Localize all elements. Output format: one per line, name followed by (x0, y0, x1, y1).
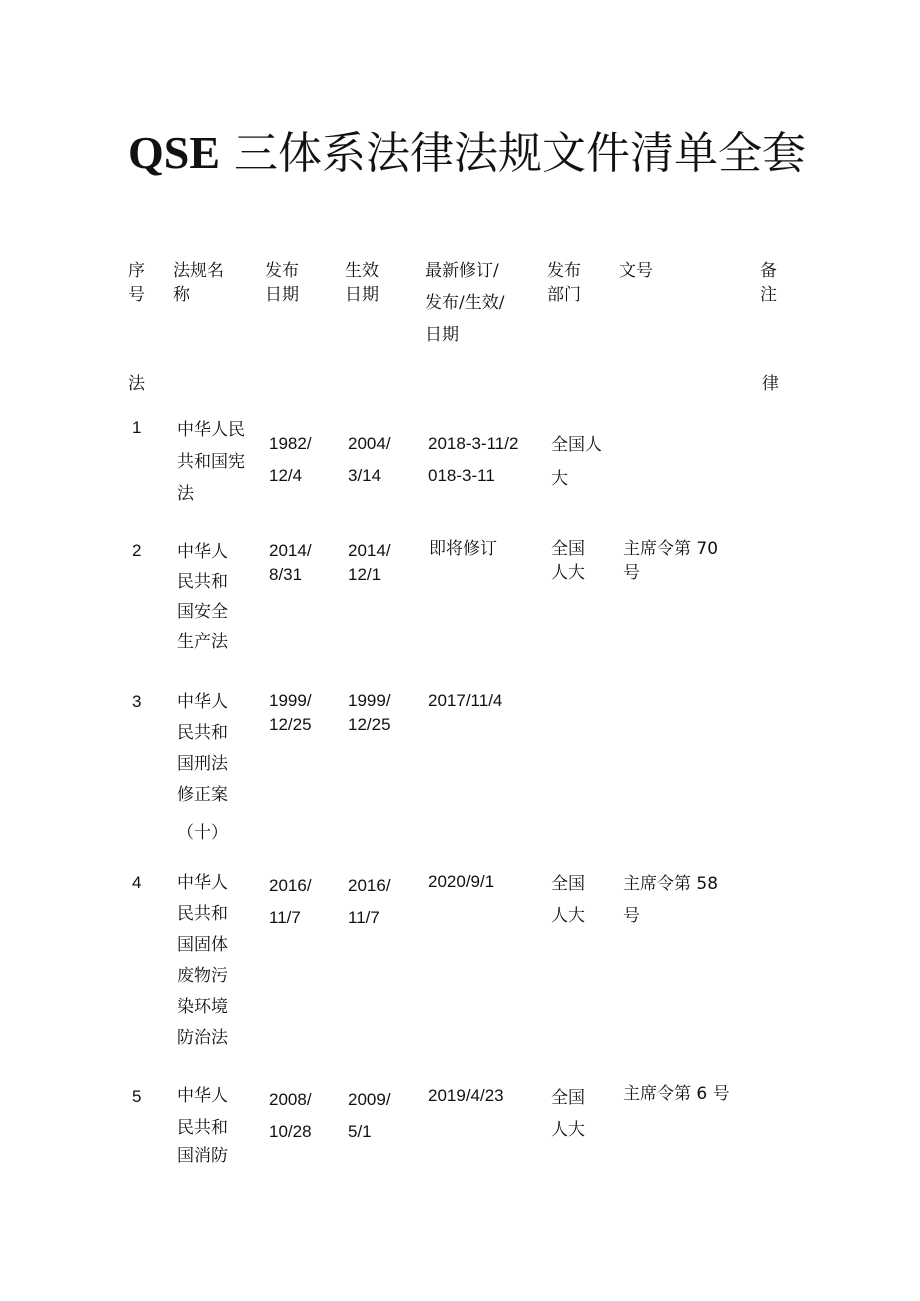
row-5-name: 中华人 民共和 国消防 (177, 1086, 228, 1166)
row-3-eff-date: 1999/ 12/25 (348, 691, 391, 734)
row-4-revision: 2020/9/1 (428, 872, 495, 891)
row-4-eff-date: 2016/ 11/7 (348, 876, 391, 927)
header-name: 法规名 称 (173, 261, 224, 305)
row-2-revision: 即将修订 (429, 539, 497, 559)
row-2-pub-date: 2014/ 8/31 (269, 541, 312, 584)
row-1-eff-date: 2004/ 3/14 (348, 434, 391, 485)
header-pub-date: 发布 日期 (265, 261, 299, 305)
header-docno: 文号 (619, 261, 653, 281)
row-5-pub-date: 2008/ 10/28 (269, 1090, 312, 1141)
row-1-dept: 全国人 大 (551, 435, 602, 489)
row-3-name: 中华人 民共和 国刑法 修正案 （十） (177, 692, 228, 843)
row-2-seq: 2 (132, 541, 142, 560)
row-3-seq: 3 (132, 692, 142, 711)
row-2-dept: 全国 人大 (551, 539, 585, 583)
title-rest: 三体系法律法规文件清单全套 (234, 128, 807, 179)
row-1-revision: 2018-3-11/2 018-3-11 (428, 434, 519, 485)
section-label-left: 法 (128, 374, 145, 394)
row-4-docno: 主席令第 58 号 (623, 874, 719, 926)
row-2-name: 中华人 民共和 国安全 生产法 (177, 542, 228, 652)
header-remark: 备 注 (760, 261, 777, 305)
row-2-docno: 主席令第 70 号 (623, 539, 719, 583)
row-5-seq: 5 (132, 1087, 142, 1106)
row-4-pub-date: 2016/ 11/7 (269, 876, 312, 927)
row-3-pub-date: 1999/ 12/25 (269, 691, 312, 734)
row-5-docno: 主席令第 6 号 (623, 1084, 730, 1104)
row-5-revision: 2019/4/23 (428, 1086, 504, 1105)
row-1-seq: 1 (132, 418, 142, 437)
header-dept: 发布 部门 (547, 261, 581, 305)
row-4-name: 中华人 民共和 国固体 废物污 染环境 防治法 (177, 873, 228, 1048)
row-2-eff-date: 2014/ 12/1 (348, 541, 391, 584)
row-5-dept: 全国 人大 (551, 1088, 585, 1140)
section-label-right: 律 (762, 374, 779, 394)
row-1-name: 中华人民 共和国宪 法 (177, 420, 245, 504)
document-title (128, 128, 806, 179)
header-revision: 最新修订/ 发布/生效/ 日期 (425, 261, 505, 345)
title-latin: QSE (128, 127, 221, 178)
row-1-pub-date: 1982/ 12/4 (269, 434, 312, 485)
row-5-eff-date: 2009/ 5/1 (348, 1090, 391, 1141)
row-4-seq: 4 (132, 873, 142, 892)
header-eff-date: 生效 日期 (345, 261, 379, 305)
row-4-dept: 全国 人大 (551, 874, 585, 926)
row-3-revision: 2017/11/4 (428, 691, 503, 710)
header-seq: 序 号 (128, 261, 145, 305)
